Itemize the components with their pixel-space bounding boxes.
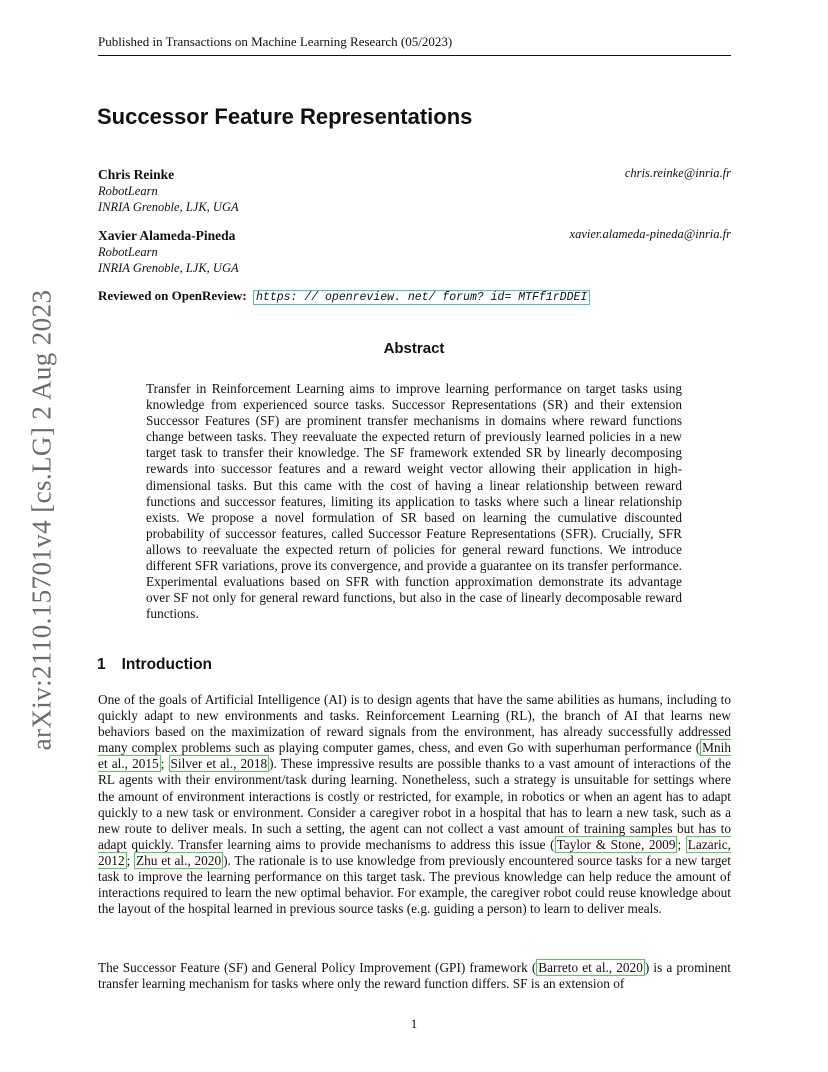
paragraph-text: ). These impressive results are possible thanks to a vast amount of interactions of the RL agents with their environment/task during learning. Nonetheless, such a strategy is unsuitable for settings where the amount of environment interactions is costly or restricted, for example, in robotics or when an agent has to adapt quickly to a new task or environment. Consider a caregiver robot in a hospital that has to learn a new task, such as a new route to deliver meals. In such a setting, the agent can not collect a vast amount of training samples but has to adapt quickly. Transfer learning aims to provide mechanisms to address this issue ( xyxy=(98,756,732,852)
citation-link[interactable]: Barreto et al., 2020 xyxy=(538,960,643,975)
author-affiliation: RobotLearn xyxy=(98,184,158,198)
citation-link[interactable]: Zhu et al., 2020 xyxy=(136,852,222,868)
journal-header: Published in Transactions on Machine Learning Research (05/2023) xyxy=(98,34,731,56)
section-number: 1 xyxy=(97,656,106,673)
paragraph-text: ; xyxy=(126,852,135,868)
author-email[interactable]: xavier.alameda-pineda@inria.fr xyxy=(569,227,731,241)
paragraph-text: ) is a prominent transfer learning mechanism for tasks where only the reward function differs. SF is an extension of xyxy=(98,960,732,992)
paragraph-text: The Successor Feature (SF) and General Policy Improvement (GPI) framework ( xyxy=(98,960,537,975)
author-email[interactable]: chris.reinke@inria.fr xyxy=(624,166,731,180)
page-number: 1 xyxy=(410,1016,418,1031)
author-affiliation: INRIA Grenoble, LJK, UGA xyxy=(98,200,239,214)
author-affiliation: RobotLearn xyxy=(98,245,158,259)
author-name: Xavier Alameda-Pineda xyxy=(98,228,236,243)
openreview-line xyxy=(98,288,590,304)
paragraph-text: ; xyxy=(160,756,169,772)
openreview-label: Reviewed on OpenReview: xyxy=(98,288,247,303)
citation-link[interactable]: Lazaric, 2012 xyxy=(98,836,731,868)
section-title: Introduction xyxy=(121,656,213,673)
author-block xyxy=(98,227,731,276)
intro-paragraph xyxy=(98,960,731,992)
paragraph-text: ; xyxy=(677,836,686,852)
author-block xyxy=(98,166,731,215)
abstract-text: Transfer in Reinforcement Learning aims to improve learning performance on target tasks using knowledge from experienced source tasks. Successor Representations (SR) and their extension Successor Features (SF) are prominent transfer mechanisms in domains where reward functions change between tasks. They reevaluate the expected return of previously learned policies in a new target task to transfer their knowledge. The SF framework extended SR by linearly decomposing rewards into successor features and a reward weight vector allowing their application in high-dimensional tasks. But this came with the cost of having a linear relationship between reward functions and successor features, limiting its application to tasks where such a linear relationship exists. We propose a novel formulation of SR based on learning the cumulative discounted probability of successor features, called Successor Feature Representations (SFR). Crucially, SFR allows to reevaluate the expected return of policies for general reward functions. We introduce different SFR variations, prove its convergence, and provide a guarantee on its transfer performance. Experimental evaluations based on SFR with function approximation demonstrate its advantage over SF not only for general reward functions, but also in the case of linearly decomposable reward functions. xyxy=(146,381,682,622)
paragraph-text: One of the goals of Artificial Intelligence (AI) is to design agents that have the same abilities as humans, including to quickly adapt to new environments and tasks. Reinforcement Learning (RL), the branch of AI that learns new behaviors based on the maximization of reward signals from the environment, has already successfully addressed many complex problems such as playing computer games, chess, and even Go with superhuman performance ( xyxy=(98,692,731,756)
citation-link[interactable]: Silver et al., 2018 xyxy=(170,756,268,772)
paper-title: Successor Feature Representations xyxy=(97,104,473,129)
section-heading xyxy=(97,656,212,674)
author-name: Chris Reinke xyxy=(98,167,175,182)
citation-link[interactable]: Taylor & Stone, 2009 xyxy=(556,836,676,852)
author-affiliation: INRIA Grenoble, LJK, UGA xyxy=(98,261,239,275)
abstract-heading: Abstract xyxy=(383,340,445,357)
paragraph-text: ). The rationale is to use knowledge from previously encountered source tasks for a new target task to improve the learning performance on this target task. The previous knowledge can help reduce the amount of interactions required to learn the new optimal behavior. For example, the caregiver robot could reuse knowledge about the layout of the hospital learned in previous source tasks (e.g. guiding a person) to learn to deliver meals. xyxy=(98,852,731,917)
openreview-link[interactable]: https: // openreview. net/ forum? id= MTFf1rDDEI xyxy=(253,290,590,305)
intro-paragraph xyxy=(98,692,731,917)
citation-link[interactable]: Mnih et al., 2015 xyxy=(98,740,731,772)
arxiv-identifier-stamp: arXiv:2110.15701v4 [cs.LG] 2 Aug 2023 xyxy=(26,289,57,751)
